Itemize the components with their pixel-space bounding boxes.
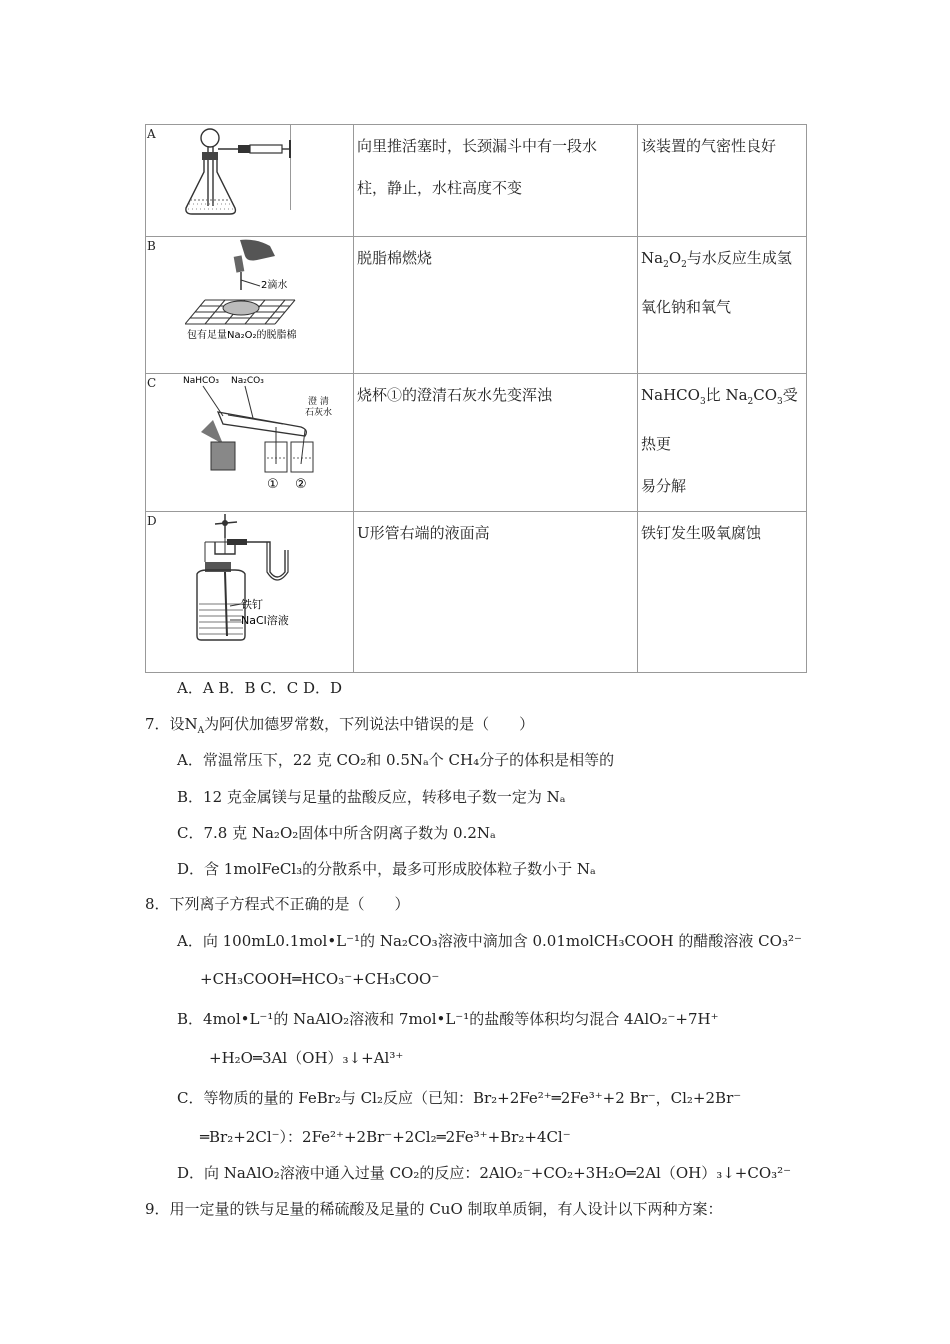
row-d-desc: U形管右端的液面高 — [357, 524, 490, 542]
figure-c-apparatus — [183, 372, 338, 497]
row-a-desc-line-1: 向里推活塞时，长颈漏斗中有一段水 — [357, 137, 598, 155]
row-a-conclusion-cell — [637, 124, 807, 236]
water-label: 2滴水 — [261, 280, 288, 291]
q8-option-a-line-2: +CH₃COOH═HCO₃⁻+CH₃COO⁻ — [200, 970, 440, 988]
beaker-1-label: ① — [267, 477, 279, 492]
q7-option-a: A．常温常压下，22 克 CO₂和 0.5Nₐ个 CH₄分子的体积是相等的 — [177, 751, 615, 769]
row-a-desc-line-2: 柱，静止，水柱高度不变 — [357, 179, 523, 197]
row-d-desc-cell — [353, 511, 637, 673]
row-b-conclusion-cell — [637, 236, 807, 373]
limewater-label-2: 石灰水 — [305, 408, 333, 418]
row-b-conclusion: $Na_2O_2$与水反应生成氢 氧化钠和氧气 — [641, 249, 792, 316]
row-c-desc-cell — [353, 373, 637, 511]
row-b-desc: 脱脂棉燃烧 — [357, 249, 433, 267]
row-label: A — [147, 127, 156, 141]
row-a-divider — [290, 124, 353, 210]
row-d-conclusion: 铁钉发生吸氧腐蚀 — [641, 524, 762, 542]
hand-icon — [240, 240, 275, 261]
q7-stem: 7．设$N_A$为阿伏加德罗常数，下列说法中错误的是（ ） — [145, 715, 535, 736]
row-c-conclusion-cell — [637, 373, 807, 511]
row-a-desc-cell — [353, 124, 637, 236]
figure-a-apparatus — [180, 126, 295, 218]
q7-option-c: C．7.8 克 Na₂O₂固体中所含阴离子数为 0.2Nₐ — [177, 824, 496, 842]
row-c-conclusion: NaHCO$_3$比 $Na_2CO_3$受热更 易分解 — [641, 386, 798, 495]
row-label: C — [147, 376, 157, 390]
q9-stem: 9．用一定量的铁与足量的稀硫酸及足量的 CuO 制取单质铜，有人设计以下两种方案： — [145, 1200, 723, 1218]
row-c-desc: 烧杯①的澄清石灰水先变浑浊 — [357, 386, 553, 404]
nail-label: 铁钉 — [241, 598, 263, 611]
beaker-2-label: ② — [295, 477, 307, 492]
q8-option-d: D．向 NaAlO₂溶液中通入过量 CO₂的反应：2AlO₂⁻+CO₂+3H₂O═2Al（OH）₃↓+CO₃²⁻ — [177, 1164, 792, 1182]
row-d-conclusion-cell — [637, 511, 807, 673]
q8-option-c-line-2: ═Br₂+2Cl⁻）：2Fe²⁺+2Br⁻+2Cl₂═2Fe³⁺+Br₂+4Cl⁻ — [200, 1128, 571, 1146]
na2co3-label: Na₂CO₃ — [231, 376, 264, 386]
q6-options: A．A B．B C．C D．D — [177, 679, 343, 697]
q7-option-b: B．12 克金属镁与足量的盐酸反应，转移电子数一定为 Nₐ — [177, 788, 566, 806]
figure-b-apparatus — [185, 238, 310, 348]
row-label: D — [147, 514, 157, 528]
row-b-desc-cell — [353, 236, 637, 373]
q7-option-d: D．含 1molFeCl₃的分散系中，最多可形成胶体粒子数小于 Nₐ — [177, 860, 596, 878]
row-label: B — [147, 239, 156, 253]
q8-option-b-line-1: B．4mol•L⁻¹的 NaAlO₂溶液和 7mol•L⁻¹的盐酸等体积均匀混合 4AlO₂⁻+7H⁺ — [177, 1010, 719, 1028]
nahco3-label: NaHCO₃ — [183, 376, 219, 386]
cotton-label: 包有足量Na₂O₂的脱脂棉 — [187, 330, 297, 341]
nacl-label: NaCl溶液 — [241, 614, 289, 627]
q8-option-c-line-1: C．等物质的量的 FeBr₂与 Cl₂反应（已知：Br₂+2Fe²⁺═2Fe³⁺+2 Br⁻，Cl₂+2Br⁻ — [177, 1089, 742, 1107]
q8-stem: 8．下列离子方程式不正确的是（ ） — [145, 895, 410, 913]
limewater-label-1: 澄 清 — [308, 397, 329, 407]
figure-d-apparatus — [175, 512, 300, 647]
row-a-conclusion: 该装置的气密性良好 — [641, 137, 777, 155]
q8-option-a-line-1: A．向 100mL0.1mol•L⁻¹的 Na₂CO₃溶液中滴加含 0.01molCH₃COOH 的醋酸溶液 CO₃²⁻ — [177, 932, 802, 950]
q8-option-b-line-2: +H₂O═3Al（OH）₃↓+Al³⁺ — [209, 1049, 404, 1067]
